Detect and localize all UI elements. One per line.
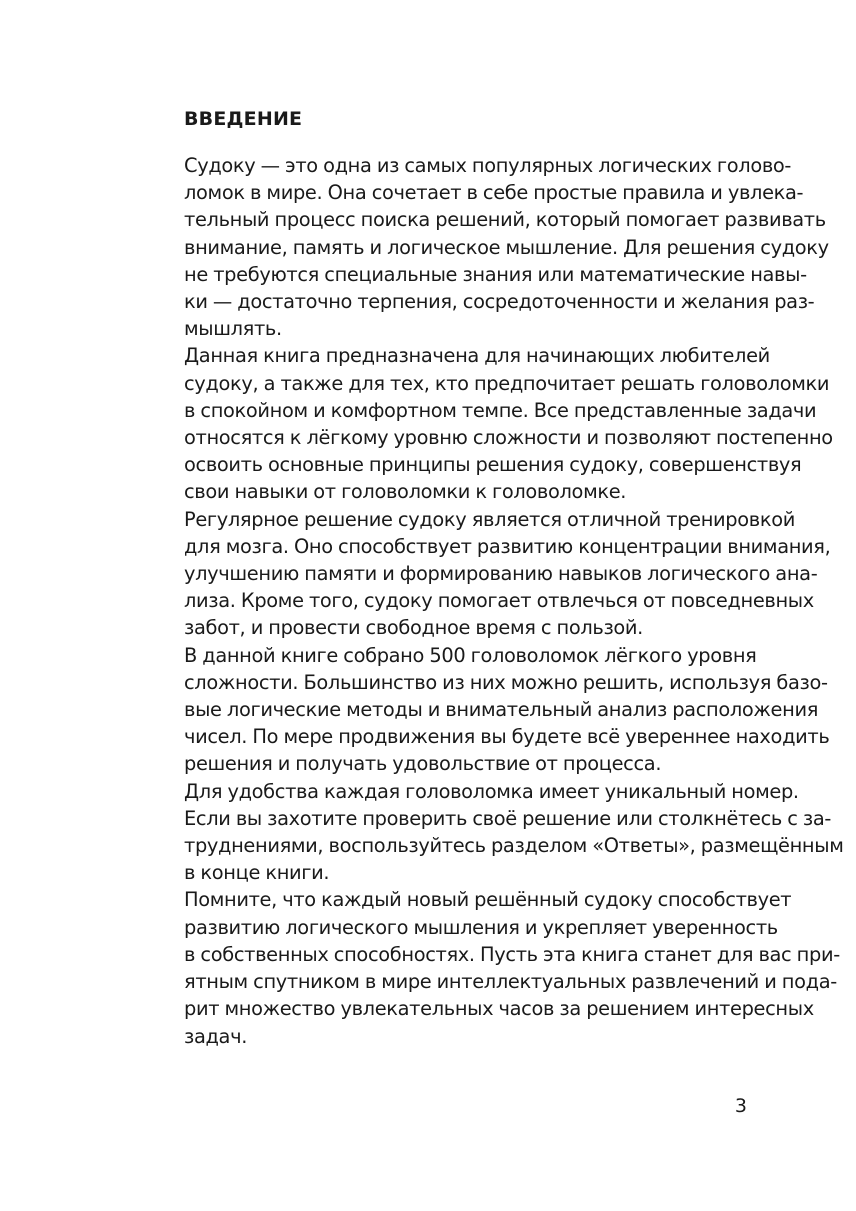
paragraph-2 xyxy=(147,342,833,505)
text-line: Судоку — это одна из самых популярных логических голово- xyxy=(184,154,792,177)
text-line: в конце книги. xyxy=(184,861,330,885)
text-line: ятным спутником в мире интеллектуальных развлечений и пода- xyxy=(184,970,837,994)
text-line: вые логические методы и внимательный анализ расположения xyxy=(184,698,819,722)
text-line: решения и получать удовольствие от процесса. xyxy=(184,752,662,776)
paragraph-4 xyxy=(147,642,830,778)
text-line: рит множество увлекательных часов за решением интересных xyxy=(184,997,814,1021)
text-line: сложности. Большинство из них можно решить, используя базо- xyxy=(184,670,828,694)
text-line: мышлять. xyxy=(184,317,282,341)
text-line: освоить основные принципы решения судоку, совершенствуя xyxy=(184,453,802,477)
introduction-body xyxy=(147,152,844,1050)
paragraph-1 xyxy=(147,152,829,342)
page-number: 3 xyxy=(734,1095,747,1117)
text-line: Данная книга предназначена для начинающих любителей xyxy=(184,344,770,368)
text-line: в собственных способностях. Пусть эта книга станет для вас при- xyxy=(184,942,840,966)
text-line: Регулярное решение судоку является отличной тренировкой xyxy=(184,507,795,531)
text-line: не требуются специальные знания или математические навы- xyxy=(184,262,807,286)
paragraph-3 xyxy=(147,506,831,642)
text-line: развитию логического мышления и укрепляет уверенность xyxy=(184,915,778,939)
text-line: ломок в мире. Она сочетает в себе простые правила и увлека- xyxy=(184,181,804,205)
text-line: судоку, а также для тех, кто предпочитает решать головоломки xyxy=(184,371,830,395)
text-line: В данной книге собрано 500 головоломок лёгкого уровня xyxy=(184,643,757,667)
text-line: лиза. Кроме того, судоку помогает отвлечься от повседневных xyxy=(184,589,814,613)
text-line: улучшению памяти и формированию навыков логического ана- xyxy=(184,562,818,586)
text-line: Помните, что каждый новый решённый судоку способствует xyxy=(184,888,792,912)
text-line: для мозга. Оно способствует развитию концентрации внимания, xyxy=(184,534,831,558)
text-line: тельный процесс поиска решений, который помогает развивать xyxy=(184,208,826,232)
text-line: чисел. По мере продвижения вы будете всё увереннее находить xyxy=(184,725,830,749)
text-line: задач. xyxy=(184,1024,248,1048)
text-line: Для удобства каждая головоломка имеет уникальный номер. xyxy=(184,779,799,803)
text-line: Если вы захотите проверить своё решение или столкнётесь с за- xyxy=(184,806,832,830)
text-line: в спокойном и комфортном темпе. Все представленные задачи xyxy=(184,398,817,422)
text-line: ки — достаточно терпения, сосредоточенности и желания раз- xyxy=(184,290,815,314)
paragraph-5 xyxy=(147,778,844,887)
chapter-heading: ВВЕДЕНИЕ xyxy=(184,108,303,130)
text-line: забот, и провести свободное время с пользой. xyxy=(184,616,644,640)
text-line: относятся к лёгкому уровню сложности и позволяют постепенно xyxy=(184,426,833,450)
text-line: труднениями, воспользуйтесь разделом «Ответы», размещённым xyxy=(184,834,844,858)
text-line: внимание, память и логическое мышление. Для решения судоку xyxy=(184,235,829,259)
paragraph-6 xyxy=(147,886,840,1049)
text-line: свои навыки от головоломки к головоломке. xyxy=(184,480,627,504)
